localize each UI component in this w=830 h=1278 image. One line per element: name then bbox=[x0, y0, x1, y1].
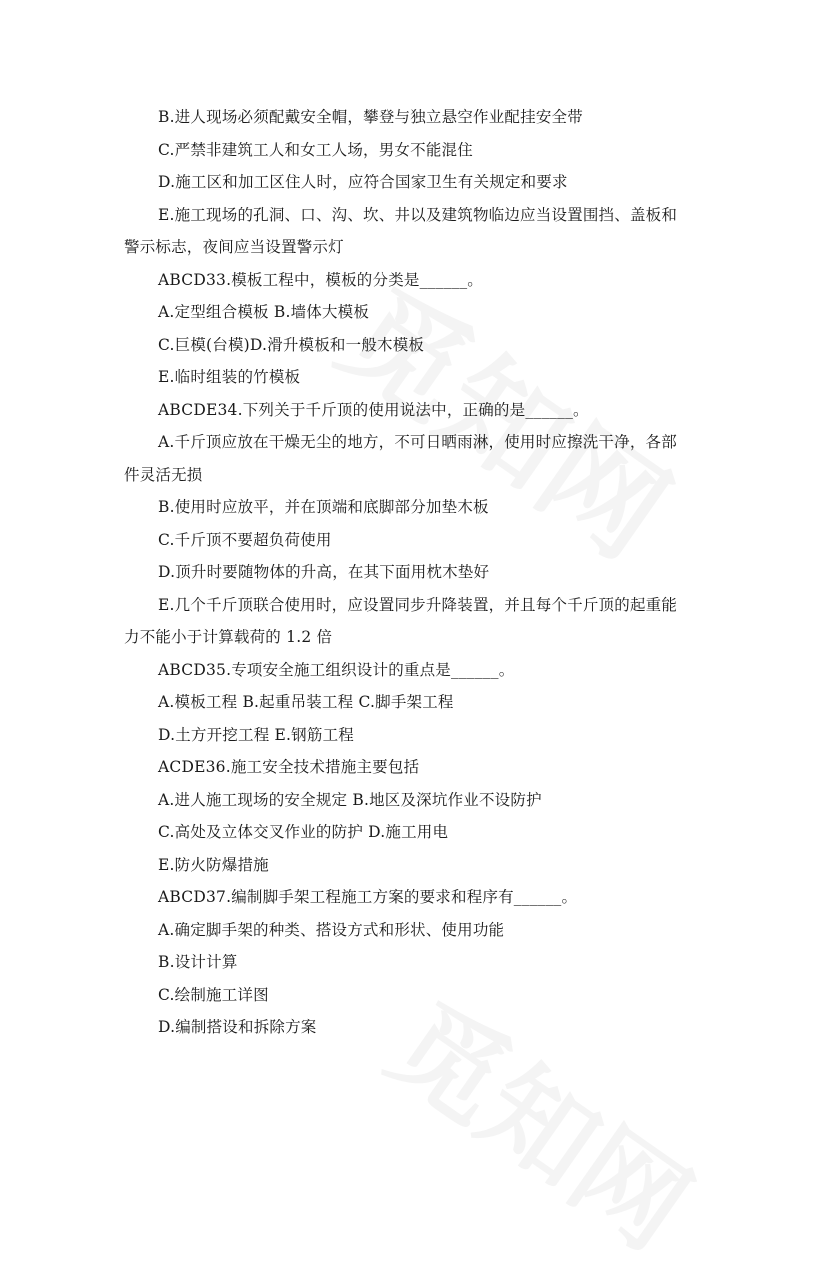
text-line: E.施工现场的孔洞、口、沟、坎、井以及建筑物临边应当设置围挡、盖板和 bbox=[158, 205, 678, 224]
document-body bbox=[0, 101, 830, 1044]
text-line: A.千斤顶应放在干燥无尘的地方，不可日晒雨淋，使用时应擦洗干净，各部 bbox=[158, 433, 677, 451]
text-line: 力不能小于计算载荷的 1.2 倍 bbox=[124, 628, 333, 646]
text-line: B.设计计算 bbox=[158, 953, 238, 971]
text-line: E.防火防爆措施 bbox=[158, 855, 269, 874]
text-line: A.进人施工现场的安全规定 B.地区及深坑作业不设防护 bbox=[158, 790, 542, 809]
text-line: D.土方开挖工程 E.钢筋工程 bbox=[158, 725, 354, 744]
text-line: B.进人现场必须配戴安全帽，攀登与独立悬空作业配挂安全带 bbox=[158, 108, 583, 126]
text-line: ABCD33.模板工程中，模板的分类是______。 bbox=[158, 270, 484, 289]
text-line: ABCD35.专项安全施工组织设计的重点是______。 bbox=[158, 660, 515, 679]
text-line: C.严禁非建筑工人和女工人场，男女不能混住 bbox=[158, 140, 473, 159]
text-line: E.几个千斤顶联合使用时，应设置同步升降装置，并且每个千斤顶的起重能 bbox=[158, 595, 678, 614]
text-line: C.绘制施工详图 bbox=[158, 985, 269, 1004]
text-line: C.高处及立体交叉作业的防护 D.施工用电 bbox=[158, 823, 449, 841]
text-line: C.千斤顶不要超负荷使用 bbox=[158, 530, 332, 549]
text-line: 警示标志，夜间应当设置警示灯 bbox=[124, 238, 344, 256]
text-line: A.定型组合模板 B.墙体大模板 bbox=[158, 303, 370, 321]
text-line: B.使用时应放平，并在顶端和底脚部分加垫木板 bbox=[158, 498, 489, 516]
text-line: ABCDE34.下列关于千斤顶的使用说法中，正确的是______。 bbox=[158, 400, 589, 419]
text-line: ABCD37.编制脚手架工程施工方案的要求和程序有______。 bbox=[158, 888, 578, 906]
text-line: D.施工区和加工区住人时，应符合国家卫生有关规定和要求 bbox=[158, 173, 568, 191]
text-line: C.巨模(台模)D.滑升模板和一般木模板 bbox=[158, 335, 425, 354]
text-line: E.临时组装的竹模板 bbox=[158, 368, 301, 386]
text-line: A.模板工程 B.起重吊装工程 C.脚手架工程 bbox=[158, 693, 454, 711]
text-line: D.编制搭设和拆除方案 bbox=[158, 1018, 317, 1036]
text-line: 件灵活无损 bbox=[124, 465, 203, 484]
text-line: A.确定脚手架的种类、搭设方式和形状、使用功能 bbox=[158, 920, 505, 939]
text-line: ACDE36.施工安全技术措施主要包括 bbox=[158, 758, 420, 776]
text-line: D.顶升时要随物体的升高，在其下面用枕木垫好 bbox=[158, 563, 490, 581]
